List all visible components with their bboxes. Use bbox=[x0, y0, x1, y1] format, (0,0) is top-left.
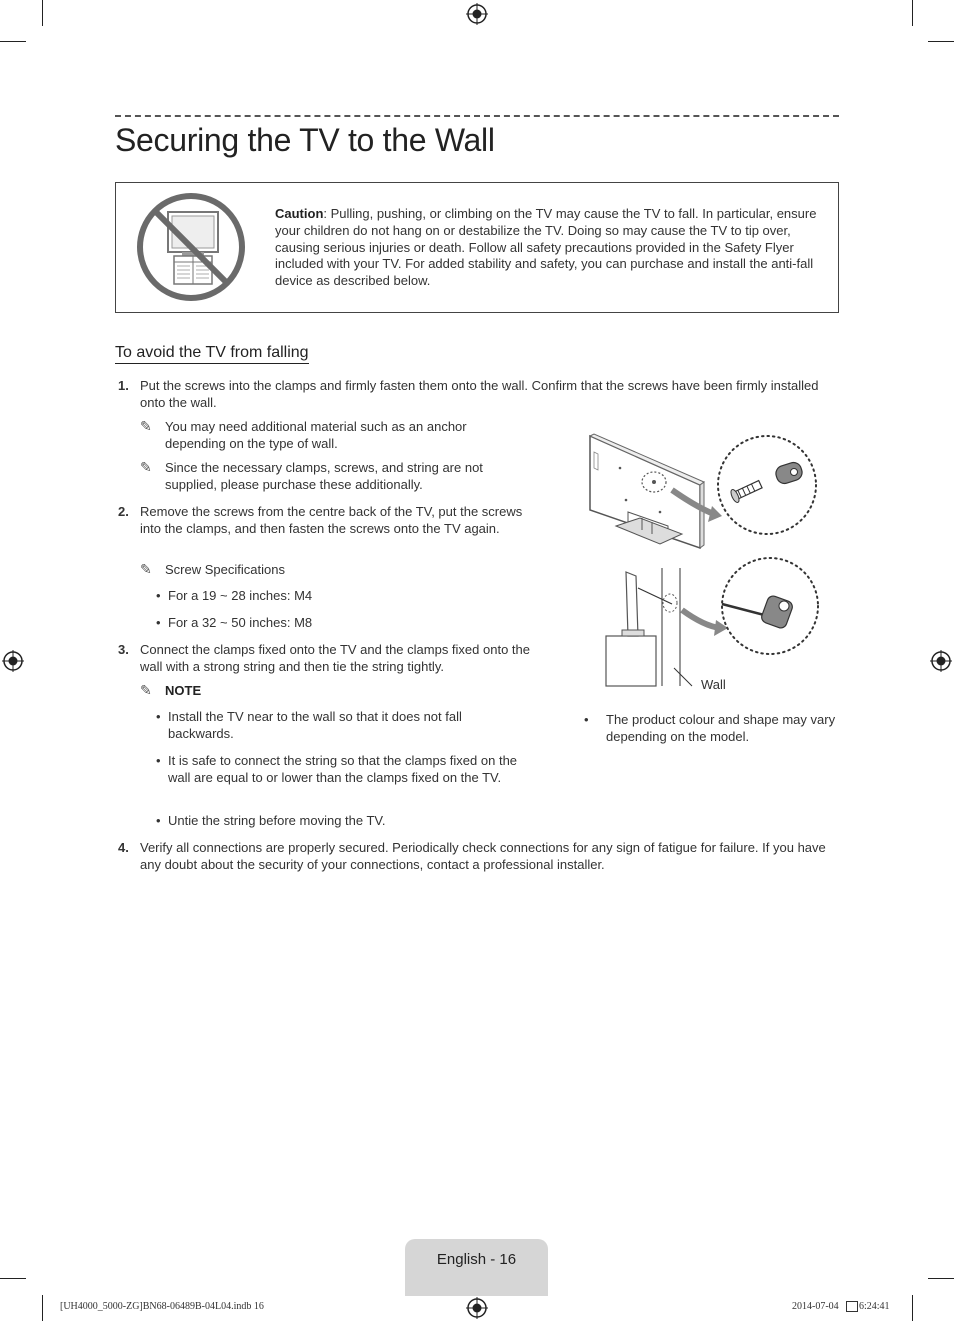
note-bullet: Install the TV near to the wall so that it does not fall backwards. bbox=[168, 709, 462, 741]
note-title: NOTE bbox=[165, 683, 202, 698]
tv-back-clamp-illustration bbox=[580, 430, 830, 555]
step-1-note-1: You may need additional material such as an anchor depending on the type of wall. bbox=[165, 419, 467, 451]
step-4-text: Verify all connections are properly secured. Periodically check connections for any sign of fatigue for failure. If you have any doubt about the security of your connections, contact a professional installer. bbox=[140, 840, 826, 872]
crop-mark bbox=[928, 1278, 954, 1279]
section-heading: To avoid the TV from falling bbox=[115, 344, 309, 364]
crop-mark bbox=[42, 0, 43, 26]
pencil-icon: ✎ bbox=[140, 682, 152, 698]
print-date: 2014-07-04 bbox=[792, 1301, 839, 1312]
caution-body: : Pulling, pushing, or climbing on the TV may cause the TV to fall. In particular, ensure your children do not hang on or destabilize the TV. Doing so may cause the TV to tip over, causing serious injuries or death. Follow all safety precautions provided in the Safety Flyer included with your TV. For added stability and safety, you can purchase and install the anti-fall device as described below. bbox=[275, 206, 817, 289]
registration-mark-icon bbox=[466, 3, 488, 25]
crop-mark bbox=[42, 1295, 43, 1321]
bullet-icon: • bbox=[156, 813, 161, 828]
title-rule bbox=[115, 115, 839, 117]
crop-mark bbox=[0, 41, 26, 42]
tv-wall-string-illustration bbox=[600, 556, 830, 696]
note-bullet: It is safe to connect the string so that the clamps fixed on the wall are equal to or lower than the clamps fixed on the TV. bbox=[168, 753, 518, 785]
step-3-text: Connect the clamps fixed onto the TV and the clamps fixed onto the wall with a strong string and then tie the string tightly. bbox=[140, 642, 530, 674]
step-2-number: 2. bbox=[118, 504, 129, 519]
wall-label: Wall bbox=[701, 677, 726, 692]
illustration-side-note: The product colour and shape may vary depending on the model. bbox=[606, 712, 836, 744]
bullet-icon: • bbox=[156, 615, 161, 630]
step-3-number: 3. bbox=[118, 642, 129, 657]
crop-mark bbox=[912, 0, 913, 26]
registration-mark-icon bbox=[466, 1297, 488, 1319]
print-file-info: [UH4000_5000-ZG]BN68-06489B-04L04.indb 16 bbox=[60, 1301, 264, 1312]
no-climbing-tv-icon bbox=[134, 190, 248, 304]
registration-mark-icon bbox=[930, 650, 952, 672]
crop-mark bbox=[912, 1295, 913, 1321]
bullet-icon: • bbox=[156, 588, 161, 603]
pencil-icon: ✎ bbox=[140, 459, 152, 475]
pencil-icon: ✎ bbox=[140, 561, 152, 577]
registration-mark-icon bbox=[2, 650, 24, 672]
crop-mark bbox=[0, 1278, 26, 1279]
bullet-icon: • bbox=[156, 709, 161, 724]
step-1-note-2: Since the necessary clamps, screws, and string are not supplied, please purchase these additionally. bbox=[165, 460, 483, 492]
screw-spec-bullet: For a 32 ~ 50 inches: M8 bbox=[168, 615, 313, 630]
crop-mark bbox=[928, 41, 954, 42]
step-1-text: Put the screws into the clamps and firmly fasten them onto the wall. Confirm that the screws have been firmly installed onto the wall. bbox=[140, 378, 819, 410]
step-1-number: 1. bbox=[118, 378, 129, 393]
step-4-number: 4. bbox=[118, 840, 129, 855]
screw-spec-title: Screw Specifications bbox=[165, 562, 285, 577]
screw-spec-bullet: For a 19 ~ 28 inches: M4 bbox=[168, 588, 313, 603]
unknown-glyph-icon bbox=[846, 1301, 858, 1312]
note-bullet: Untie the string before moving the TV. bbox=[168, 813, 386, 828]
page-number-label: English - 16 bbox=[436, 1251, 517, 1268]
bullet-icon: • bbox=[156, 753, 161, 768]
caution-label: Caution bbox=[275, 206, 324, 221]
bullet-icon: • bbox=[584, 712, 589, 727]
page-title: Securing the TV to the Wall bbox=[115, 122, 495, 158]
pencil-icon: ✎ bbox=[140, 418, 152, 434]
print-time: 6:24:41 bbox=[859, 1301, 890, 1312]
step-2-text: Remove the screws from the centre back of the TV, put the screws into the clamps, and then fasten the screws onto the TV again. bbox=[140, 504, 523, 536]
caution-text bbox=[275, 206, 827, 290]
